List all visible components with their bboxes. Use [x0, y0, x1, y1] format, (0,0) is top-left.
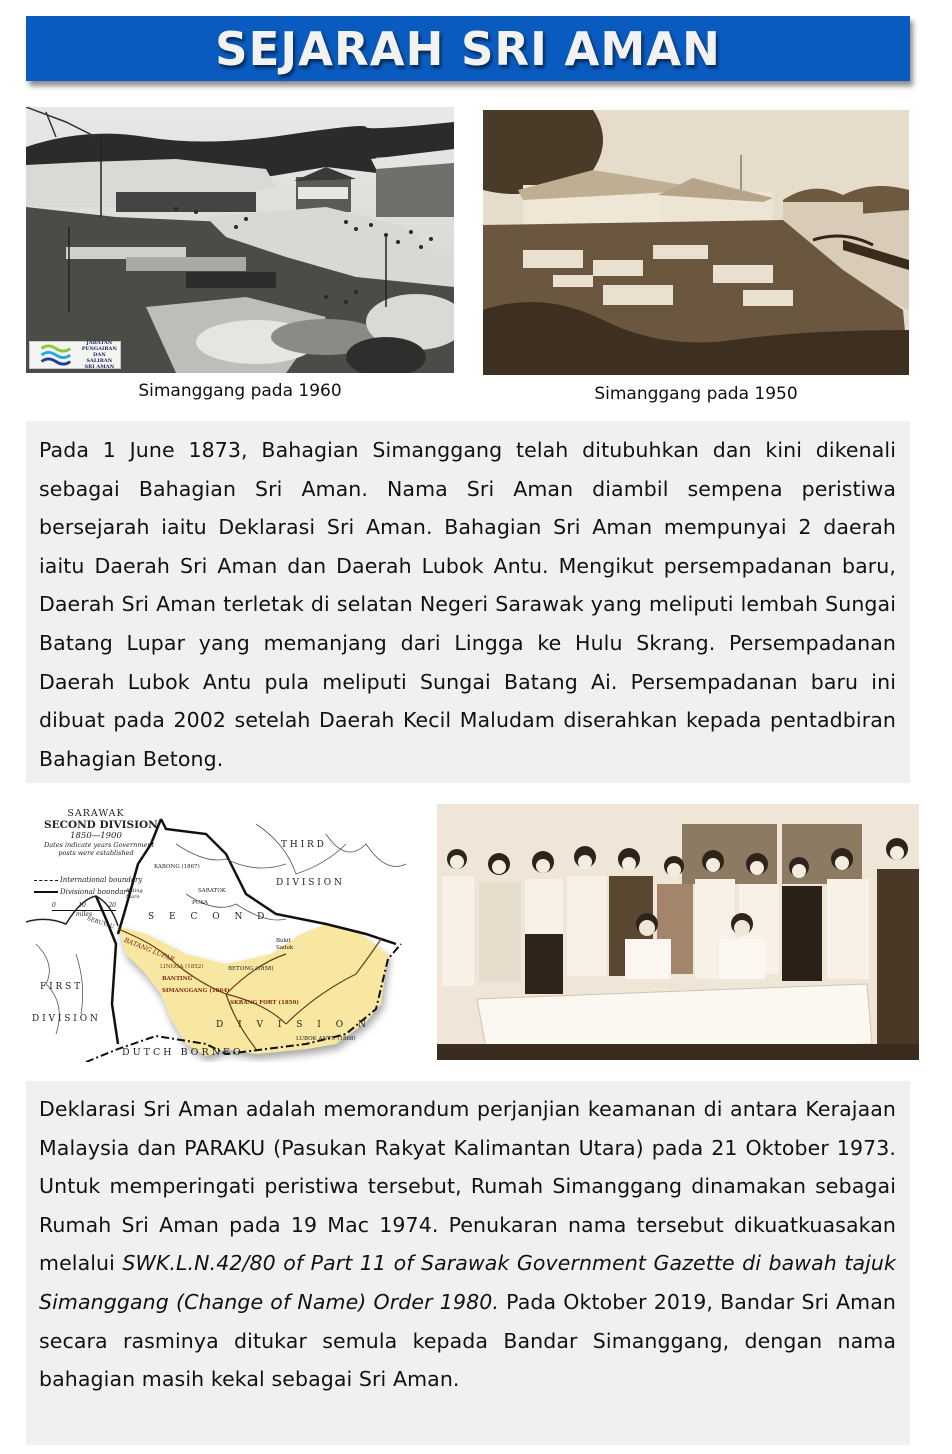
legend-international — [34, 876, 144, 884]
label-bukit-sadok: Bukit Sadok — [276, 938, 294, 951]
page-title: SEJARAH SRI AMAN — [215, 21, 721, 76]
label-sebuyau: SEBUYAU — [86, 916, 115, 931]
lingga-name: LINGGA — [160, 964, 184, 970]
caption-1950: Simanggang pada 1950 — [594, 384, 798, 404]
title-banner — [26, 16, 910, 81]
photo-1950-image — [483, 110, 909, 375]
label-lubok-antu — [296, 1036, 356, 1043]
water-waves-icon — [33, 342, 79, 368]
photo-simanggang-1960 — [26, 107, 454, 373]
legend-international-label: International boundary — [60, 876, 143, 884]
map-note-1: Dates indicate years Government — [44, 841, 155, 849]
declaration-paragraph-box — [26, 1081, 910, 1445]
label-kabong — [154, 864, 200, 871]
map-title-line2: SECOND DIVISION — [44, 819, 158, 831]
skrang-name: SKRANG FORT — [230, 1000, 277, 1006]
scale-10: 10 — [78, 902, 86, 909]
lubok-name: LUBOK ANTU — [296, 1036, 336, 1042]
label-beting-maro: Beting Maro — [126, 888, 143, 900]
kabong-name: KABONG — [154, 864, 180, 870]
logo-line-3: SALIRAN SRI AMAN — [84, 358, 115, 370]
label-second-division: D I V I S I O N — [216, 1020, 372, 1030]
label-skrang-fort — [230, 1000, 299, 1007]
photo-signing-ceremony — [437, 804, 919, 1060]
history-paragraph: Pada 1 June 1873, Bahagian Simanggang telah ditubuhkan dan kini dikenali sebagai Bahagian Sri Aman. Nama Sri Aman diambil sempena peristiwa bersejarah iaitu Deklarasi Sri Aman. Bahagian Sri Aman mempunyai 2 daerah iaitu Daerah Sri Aman dan Daerah Lubok Antu. Mengikut persempadanan baru, Daerah Sri Aman terletak di selatan Negeri Sarawak yang meliputi lembah Sungai Batang Lupar yang memanjang dari Lingga ke Hulu Skrang. Persempadanan Daerah Lubok Antu pula meliputi Sungai Batang Ai. Persempadanan baru ini dibuat pada 2002 setelah Daerah Kecil Maludam diserahkan kepada pentadbiran Bahagian Betong. — [39, 438, 896, 771]
simanggang-year: (1864) — [209, 988, 230, 994]
map-scale — [52, 902, 116, 910]
caption-1960: Simanggang pada 1960 — [138, 381, 342, 401]
map-second-division — [26, 804, 410, 1062]
label-saratok: SARATOK — [198, 888, 226, 894]
label-banting: BANTING — [162, 976, 193, 982]
skrang-year: (1850) — [278, 1000, 299, 1006]
map-years: 1850—1900 — [70, 831, 122, 841]
lubok-year: (1868) — [337, 1036, 356, 1042]
betong-year: (1858) — [255, 966, 274, 972]
label-pusa: PUSA — [192, 900, 208, 906]
scale-unit: miles — [75, 911, 93, 918]
photo-simanggang-1950 — [483, 110, 909, 375]
map-title-line1: SARAWAK — [67, 808, 125, 819]
label-batang-lupar: BATANG LUPAR — [123, 936, 176, 964]
jps-logo — [29, 341, 121, 369]
label-simanggang — [162, 988, 230, 995]
photo-1960-image — [26, 107, 454, 373]
betong-name: BETONG — [228, 966, 254, 972]
legend-divisional-label: Divisional boundary — [60, 888, 131, 896]
label-first-division: D I V I S I O N — [32, 1014, 98, 1024]
label-third-division: D I V I S I O N — [276, 878, 342, 888]
declaration-text-2: Pada Oktober 2019, Bandar Sri Aman secara rasminya ditukar semula kepada Bandar Simanggang, dengan nama bahagian masih kekal sebagai Sri Aman. — [39, 1289, 896, 1392]
label-second: S E C O N D — [148, 912, 271, 922]
logo-line-2: DAN — [92, 352, 106, 358]
label-lingga — [160, 964, 203, 971]
signing-photo-image — [437, 804, 919, 1060]
logo-line-1: JABATAN PENGAIRAN — [81, 340, 117, 352]
label-third: T H I R D — [281, 840, 324, 850]
gazette-reference: SWK.L.N.42/80 of Part 11 of Sarawak Government Gazette di bawah tajuk Simanggang (Change of Name) Order 1980. — [39, 1251, 896, 1314]
label-betong — [228, 966, 274, 973]
scale-20: 20 — [108, 902, 116, 909]
jps-logo-text — [82, 340, 117, 370]
history-paragraph-box — [26, 421, 910, 783]
declaration-text-1: Deklarasi Sri Aman adalah memorandum perjanjian keamanan di antara Kerajaan Malaysia dan PARAKU (Pasukan Rakyat Kalimantan Utara) pada 21 Oktober 1973. Untuk memperingati peristiwa tersebut, Rumah Simanggang dinamakan sebagai Rumah Sri Aman pada 19 Mac 1974. Penukaran nama tersebut dikuatkuasakan melalui — [39, 1097, 896, 1276]
kabong-year: (1867) — [181, 864, 200, 870]
map-legend — [44, 808, 158, 857]
scale-0: 0 — [52, 902, 56, 909]
simanggang-name: SIMANGGANG — [162, 988, 208, 994]
map-note-2: posts were established — [58, 849, 134, 857]
lingga-year: (1852) — [185, 964, 204, 970]
label-first: F I R S T — [40, 982, 81, 992]
label-dutch-borneo: D U T C H B O R N E O — [122, 1047, 241, 1058]
declaration-paragraph — [39, 1090, 896, 1399]
